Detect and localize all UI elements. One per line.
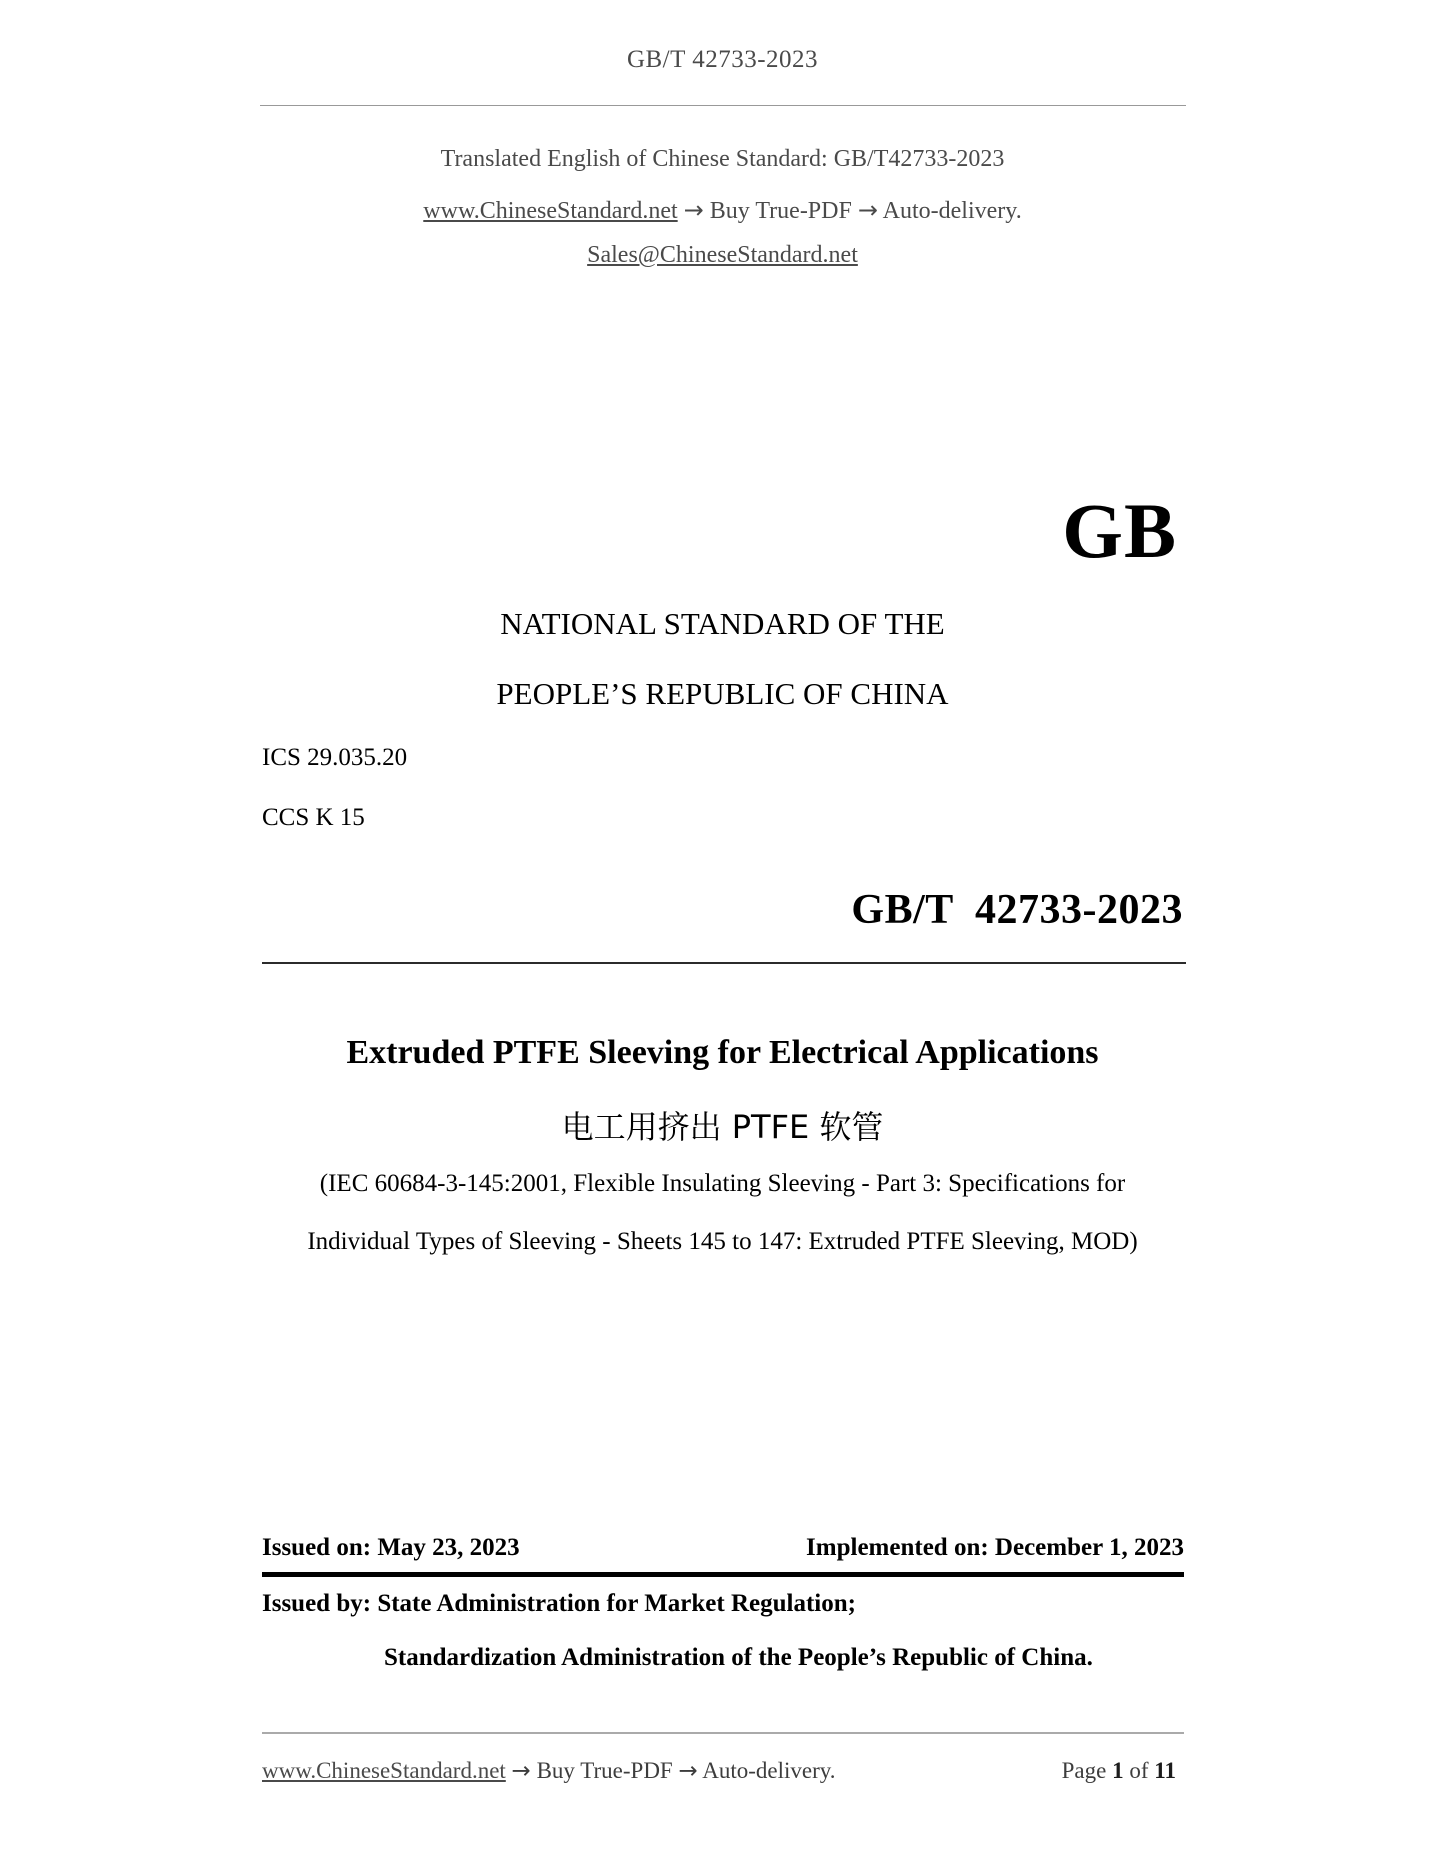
- sales-email-link[interactable]: Sales@ChineseStandard.net: [587, 242, 858, 268]
- standard-title-chinese: 电工用挤出 PTFE 软管: [561, 1108, 884, 1146]
- footer-divider: [262, 1732, 1184, 1734]
- national-standard-line1: NATIONAL STANDARD OF THE: [500, 606, 945, 641]
- footer: [262, 1758, 1176, 1784]
- header-link-line: [0, 196, 1445, 225]
- issued-by-line1: Issued by: State Administration for Market Regulation;: [262, 1590, 856, 1617]
- auto-delivery-text: Auto-delivery.: [882, 198, 1022, 224]
- arrow-icon: →: [857, 196, 878, 224]
- buy-pdf-text: Buy True-PDF: [709, 198, 852, 224]
- standard-number: GB/T 42733-2023: [851, 887, 1183, 933]
- iec-reference-line1: (IEC 60684-3-145:2001, Flexible Insulating Sleeving - Part 3: Specifications for: [319, 1170, 1126, 1197]
- ccs-code: CCS K 15: [262, 804, 365, 831]
- arrow-icon: →: [683, 196, 704, 224]
- header-divider: [260, 105, 1186, 106]
- page-indicator: [1062, 1758, 1176, 1784]
- arrow-icon: →: [511, 1758, 531, 1784]
- website-link[interactable]: www.ChineseStandard.net: [423, 198, 678, 224]
- translated-english-line: Translated English of Chinese Standard: GB/T42733-2023: [440, 146, 1005, 172]
- page-current: 1: [1112, 1758, 1124, 1783]
- footer-link-line: [262, 1758, 836, 1784]
- page-label: Page: [1061, 1758, 1107, 1783]
- auto-delivery-text: Auto-delivery.: [702, 1758, 836, 1783]
- ics-code: ICS 29.035.20: [262, 744, 408, 771]
- issued-on-date: Issued on: May 23, 2023: [262, 1534, 520, 1561]
- standard-number-divider: [262, 962, 1186, 964]
- standard-title-english: Extruded PTFE Sleeving for Electrical Applications: [346, 1034, 1099, 1071]
- national-standard-line2: PEOPLE’S REPUBLIC OF CHINA: [496, 676, 949, 711]
- sales-email-line: [0, 242, 1445, 269]
- implemented-on-date: Implemented on: December 1, 2023: [806, 1534, 1184, 1561]
- running-header-doc-number: GB/T 42733-2023: [626, 46, 819, 73]
- iec-reference-line2: Individual Types of Sleeving - Sheets 145 to 147: Extruded PTFE Sleeving, MOD): [307, 1228, 1138, 1255]
- arrow-icon: →: [678, 1758, 698, 1784]
- of-label: of: [1129, 1758, 1149, 1783]
- buy-pdf-text: Buy True-PDF: [536, 1758, 673, 1783]
- dates-divider: [262, 1572, 1184, 1577]
- dates-row: [262, 1534, 1184, 1562]
- issued-by-line2: Standardization Administration of the People’s Republic of China.: [384, 1644, 1093, 1671]
- page-total: 11: [1154, 1758, 1176, 1783]
- gb-logo: GB: [1062, 487, 1177, 574]
- website-link[interactable]: www.ChineseStandard.net: [262, 1758, 506, 1783]
